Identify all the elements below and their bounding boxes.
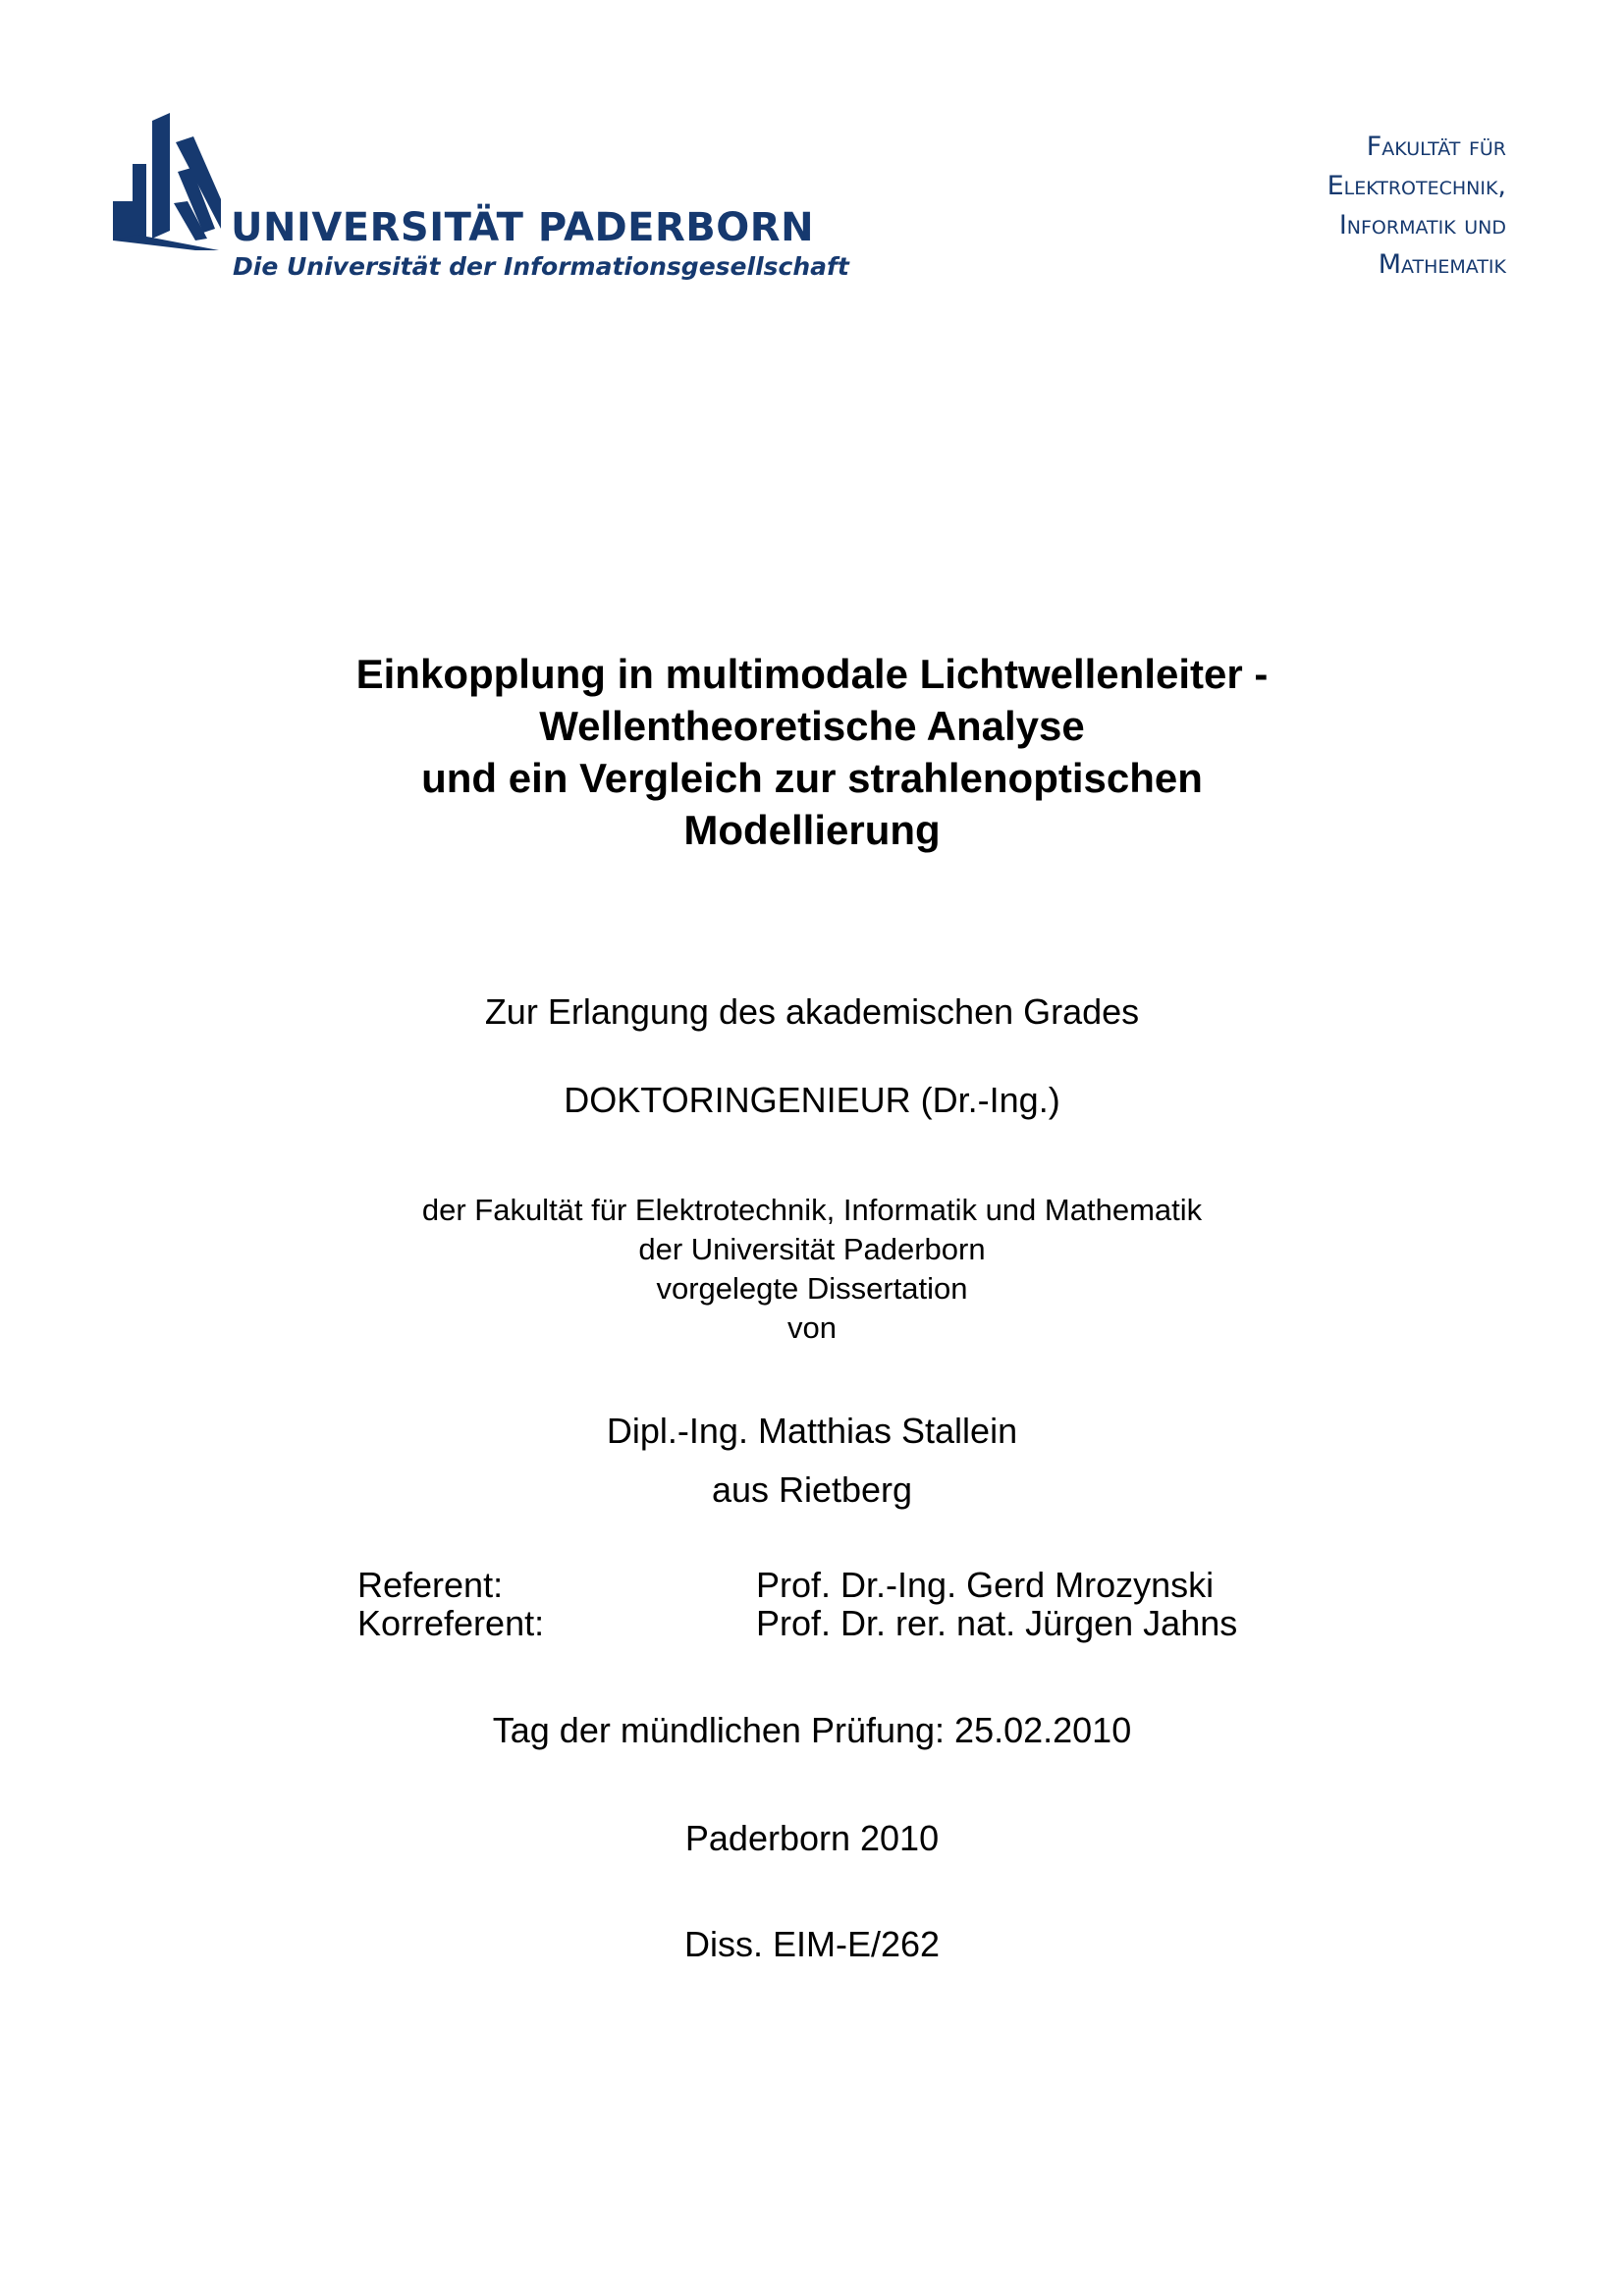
university-paderborn-logo-icon [113, 113, 221, 250]
submission-line: der Universität Paderborn [638, 1232, 986, 1266]
submission-statement [0, 1191, 1624, 1348]
referee-role: Referent: [357, 1565, 504, 1605]
author-origin: aus Rietberg [711, 1469, 913, 1510]
exam-date: Tag der mündlichen Prüfung: 25.02.2010 [492, 1710, 1132, 1750]
series-number: Diss. EIM-E/262 [683, 1924, 941, 1964]
title-line: Modellierung [683, 807, 941, 853]
degree: DOKTORINGENIEUR (Dr.-Ing.) [564, 1080, 1060, 1120]
title-line: Wellentheoretische Analyse [539, 703, 1085, 749]
referee-name: Prof. Dr. rer. nat. Jürgen Jahns [756, 1603, 1238, 1643]
faculty-line: Mathematik [1378, 249, 1506, 280]
faculty-line: Fakultät für [1366, 132, 1506, 162]
title-line: Einkopplung in multimodale Lichtwellenleiter - [355, 651, 1269, 697]
author-name: Dipl.-Ing. Matthias Stallein [606, 1411, 1018, 1451]
submission-line: der Fakultät für Elektrotechnik, Informatik und Mathematik [421, 1193, 1203, 1227]
referee-role: Korreferent: [357, 1603, 545, 1643]
university-tagline: Die Universität der Informationsgesellschaft [233, 252, 849, 281]
author-block [0, 1402, 1624, 1520]
submission-line: von [787, 1310, 837, 1345]
university-logo [113, 113, 849, 290]
thesis-title [0, 648, 1624, 856]
faculty-name [1327, 128, 1506, 285]
faculty-line: Elektrotechnik, [1326, 171, 1506, 201]
place-year: Paderborn 2010 [684, 1818, 940, 1858]
purpose-statement: Zur Erlangung des akademischen Grades [484, 991, 1140, 1032]
faculty-line: Informatik und [1338, 210, 1506, 240]
referee-name: Prof. Dr.-Ing. Gerd Mrozynski [756, 1565, 1215, 1605]
title-line: und ein Vergleich zur strahlenoptischen [421, 755, 1203, 801]
submission-line: vorgelegte Dissertation [656, 1271, 968, 1306]
university-name: UNIVERSITÄT PADERBORN [231, 205, 815, 250]
